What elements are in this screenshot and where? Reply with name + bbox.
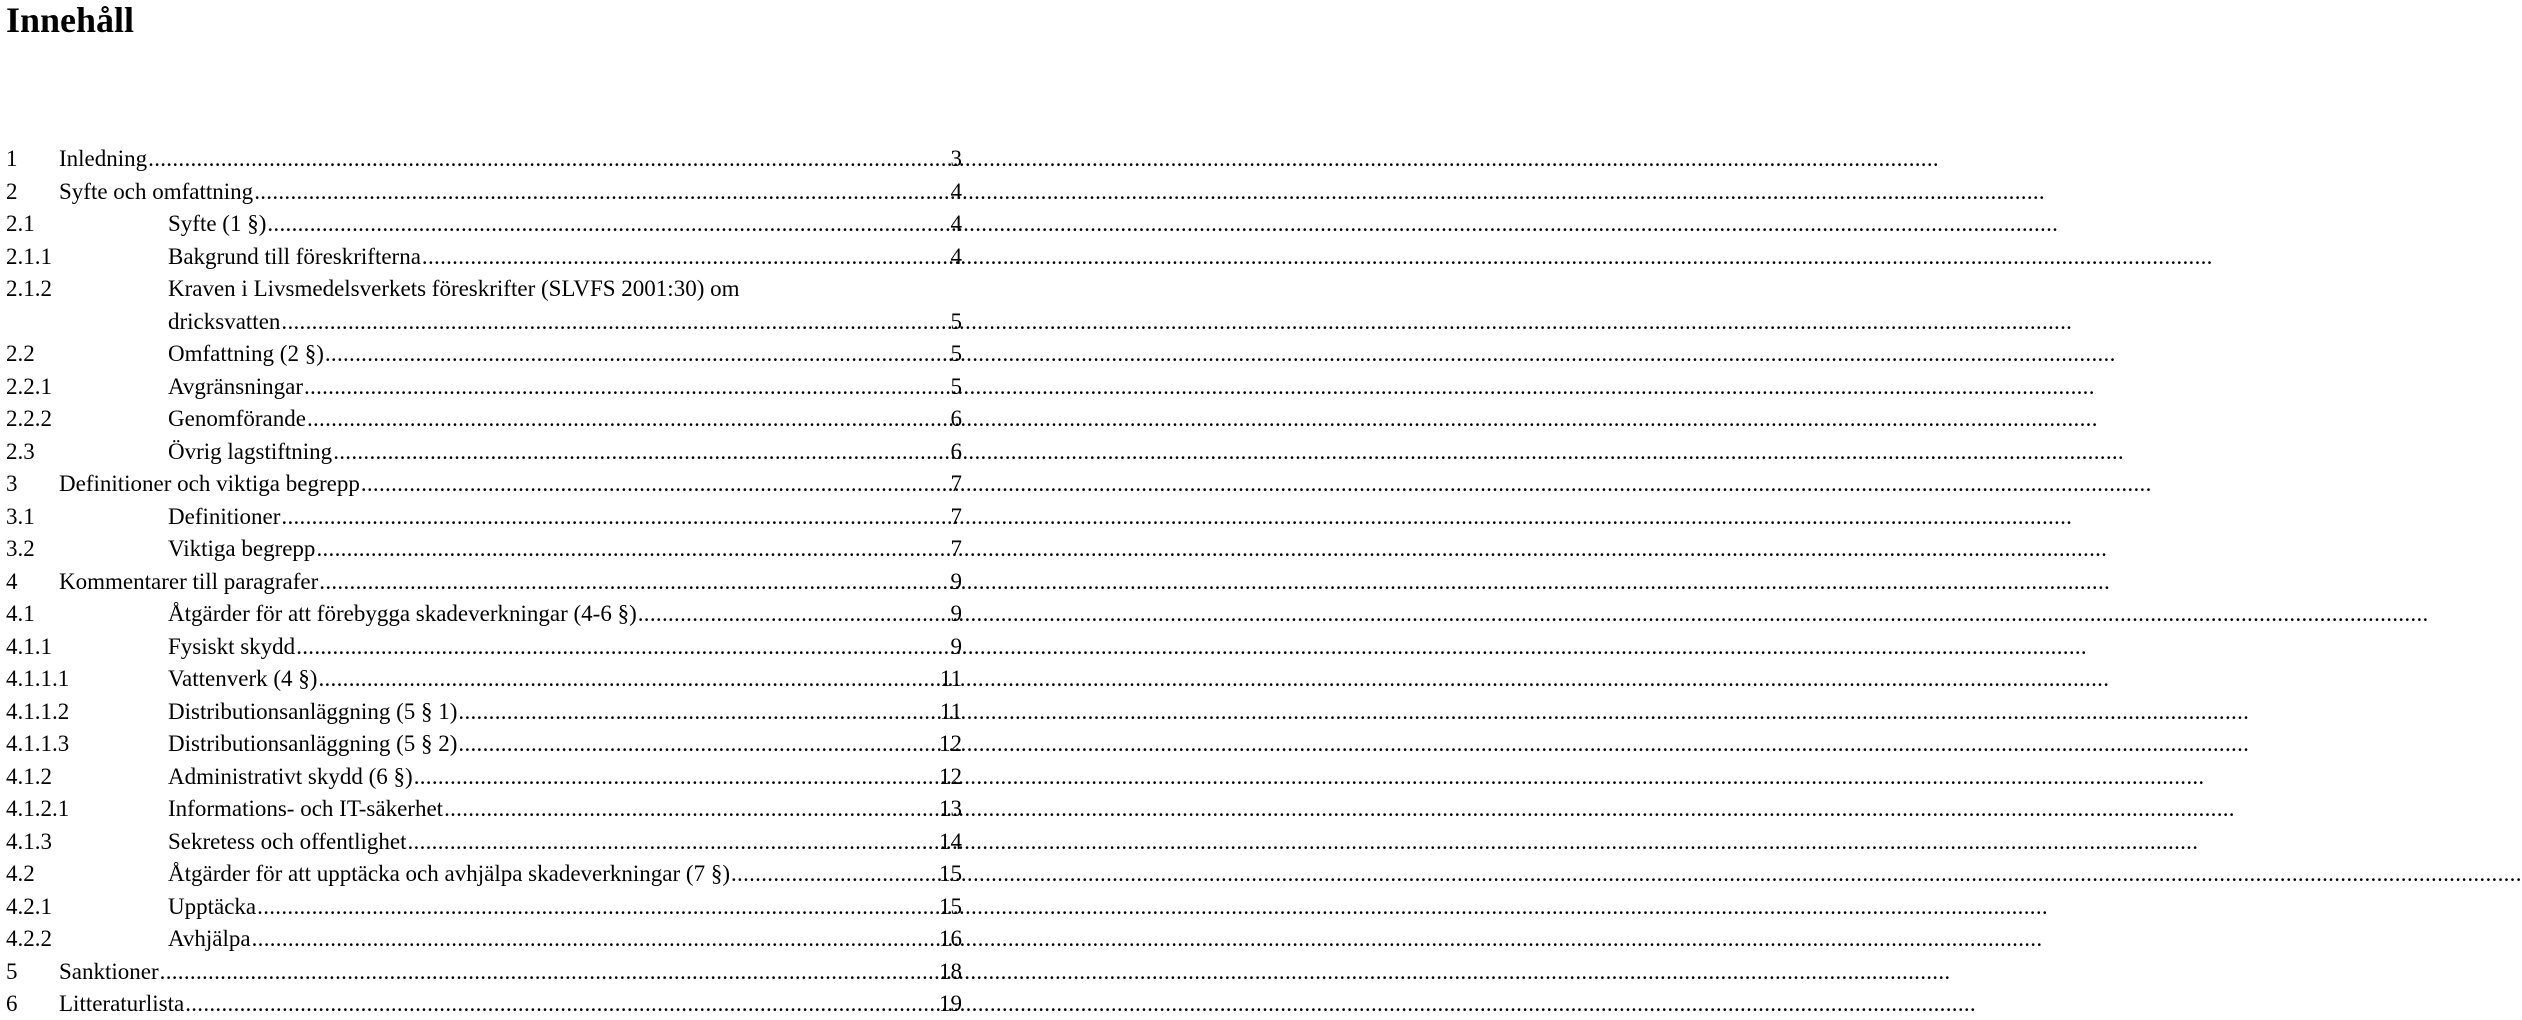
toc-entry-number: 4.1.2.1 bbox=[6, 796, 70, 821]
toc-entry-2[interactable] bbox=[0, 176, 962, 208]
toc-entry-number: 2.2 bbox=[6, 341, 35, 366]
toc-page-number: 6 bbox=[950, 439, 962, 464]
toc-entry-title: Avhjälpa bbox=[168, 926, 251, 951]
toc-entry-title-continued: dricksvatten bbox=[168, 309, 281, 334]
toc-page-number: 15 bbox=[939, 861, 962, 886]
toc-entry-2-1-2[interactable] bbox=[0, 273, 962, 305]
toc-page-number: 12 bbox=[939, 764, 962, 789]
toc-entry-title: Övrig lagstiftning bbox=[168, 439, 333, 464]
toc-entry-number: 3 bbox=[6, 471, 18, 496]
toc-dot-leader bbox=[254, 176, 949, 208]
toc-dot-leader bbox=[361, 468, 950, 500]
toc-entry-number: 4.1.1.3 bbox=[6, 731, 70, 756]
toc-entry-2-3[interactable] bbox=[0, 436, 962, 468]
toc-dot-leader bbox=[185, 988, 938, 1020]
toc-entry-4-1[interactable] bbox=[0, 598, 962, 630]
toc-entry-2-1-1[interactable] bbox=[0, 241, 962, 273]
toc-entry-number: 2.1 bbox=[6, 211, 35, 236]
toc-dot-leader bbox=[252, 923, 938, 955]
toc-dot-leader bbox=[160, 956, 938, 988]
toc-entry-1[interactable] bbox=[0, 143, 962, 175]
toc-entry-number: 4.1.2 bbox=[6, 764, 52, 789]
toc-entry-title: Viktiga begrepp bbox=[168, 536, 316, 561]
toc-entry-title: Bakgrund till föreskrifterna bbox=[168, 244, 421, 269]
toc-entry-title: Definitioner och viktiga begrepp bbox=[59, 471, 360, 496]
toc-entry-4-1-1-2[interactable] bbox=[0, 696, 962, 728]
toc-entry-title: Administrativt skydd (6 §) bbox=[168, 764, 413, 789]
toc-entry-6[interactable] bbox=[0, 988, 962, 1020]
toc-page-number: 9 bbox=[950, 634, 962, 659]
toc-entry-title: Informations- och IT-säkerhet bbox=[168, 796, 444, 821]
toc-page-number: 4 bbox=[950, 179, 962, 204]
toc-entry-number: 4.1.1.1 bbox=[6, 666, 70, 691]
toc-dot-leader bbox=[333, 436, 949, 468]
toc-entry-number: 3.1 bbox=[6, 504, 35, 529]
toc-entry-title: Syfte (1 §) bbox=[168, 211, 267, 236]
toc-dot-leader bbox=[458, 696, 938, 728]
toc-page-number: 5 bbox=[950, 374, 962, 399]
toc-dot-leader bbox=[304, 371, 950, 403]
toc-entry-title: Fysiskt skydd bbox=[168, 634, 296, 659]
toc-entry-4-1-1-3[interactable] bbox=[0, 728, 962, 760]
toc-page-number: 4 bbox=[950, 244, 962, 269]
toc-page-number: 5 bbox=[950, 341, 962, 366]
toc-dot-leader bbox=[318, 663, 938, 695]
toc-dot-leader bbox=[414, 761, 938, 793]
toc-page-number: 11 bbox=[939, 666, 962, 691]
toc-entry-title: Omfattning (2 §) bbox=[168, 341, 324, 366]
toc-entry-4[interactable] bbox=[0, 566, 962, 598]
toc-entry-2-1-2-continued[interactable] bbox=[0, 306, 962, 338]
toc-entry-title: Kraven i Livsmedelsverkets föreskrifter (SLVFS 2001:30) om bbox=[168, 276, 740, 301]
toc-entry-number: 6 bbox=[6, 991, 18, 1016]
toc-entry-number: 2 bbox=[6, 179, 18, 204]
toc-entry-4-1-1-1[interactable] bbox=[0, 663, 962, 695]
toc-dot-leader bbox=[281, 306, 949, 338]
document-page bbox=[0, 0, 960, 1018]
toc-dot-leader bbox=[422, 241, 950, 273]
toc-page-number: 14 bbox=[939, 829, 962, 854]
toc-page-number: 3 bbox=[950, 146, 962, 171]
toc-entry-number: 4.1.1 bbox=[6, 634, 52, 659]
toc-entry-3[interactable] bbox=[0, 468, 962, 500]
toc-page-number: 12 bbox=[939, 731, 962, 756]
toc-entry-number: 4.1 bbox=[6, 601, 35, 626]
toc-page-number: 7 bbox=[950, 471, 962, 496]
toc-dot-leader bbox=[731, 858, 938, 890]
toc-entry-2-2-1[interactable] bbox=[0, 371, 962, 403]
toc-entry-title: Inledning bbox=[59, 146, 148, 171]
toc-entry-number: 3.2 bbox=[6, 536, 35, 561]
toc-entry-3-2[interactable] bbox=[0, 533, 962, 565]
page-title: Innehåll bbox=[6, 0, 135, 40]
toc-entry-4-2-1[interactable] bbox=[0, 891, 962, 923]
toc-dot-leader bbox=[148, 143, 949, 175]
toc-page-number: 7 bbox=[950, 504, 962, 529]
toc-dot-leader bbox=[316, 533, 949, 565]
toc-dot-leader bbox=[267, 208, 949, 240]
toc-entry-title: Åtgärder för att förebygga skadeverkningar (4-6 §) bbox=[168, 601, 637, 626]
toc-page-number: 9 bbox=[950, 601, 962, 626]
toc-page-number: 18 bbox=[939, 959, 962, 984]
toc-entry-4-1-2-1[interactable] bbox=[0, 793, 962, 825]
toc-dot-leader bbox=[319, 566, 949, 598]
toc-page-number: 15 bbox=[939, 894, 962, 919]
toc-entry-title: Genomförande bbox=[168, 406, 306, 431]
toc-entry-2-2-2[interactable] bbox=[0, 403, 962, 435]
toc-page-number: 16 bbox=[939, 926, 962, 951]
toc-entry-title: Åtgärder för att upptäcka och avhjälpa skadeverkningar (7 §) bbox=[168, 861, 730, 886]
toc-entry-number: 5 bbox=[6, 959, 18, 984]
toc-entry-number: 4.2.1 bbox=[6, 894, 52, 919]
toc-entry-2-2[interactable] bbox=[0, 338, 962, 370]
toc-entry-number: 4.1.1.2 bbox=[6, 699, 70, 724]
toc-entry-title: Sekretess och offentlighet bbox=[168, 829, 407, 854]
toc-entry-4-1-2[interactable] bbox=[0, 761, 962, 793]
toc-dot-leader bbox=[444, 793, 938, 825]
toc-page-number: 19 bbox=[939, 991, 962, 1016]
toc-page-number: 5 bbox=[950, 309, 962, 334]
toc-entry-title: Avgränsningar bbox=[168, 374, 303, 399]
toc-entry-5[interactable] bbox=[0, 956, 962, 988]
toc-entry-number: 2.2.2 bbox=[6, 406, 52, 431]
toc-entry-number: 2.1.1 bbox=[6, 244, 52, 269]
toc-entry-number: 4.2.2 bbox=[6, 926, 52, 951]
toc-entry-title: Sanktioner bbox=[59, 959, 159, 984]
toc-dot-leader bbox=[325, 338, 950, 370]
toc-entry-2-1[interactable] bbox=[0, 208, 962, 240]
toc-dot-leader bbox=[296, 631, 949, 663]
toc-entry-number: 4.2 bbox=[6, 861, 35, 886]
toc-page-number: 4 bbox=[950, 211, 962, 236]
toc-entry-number: 2.3 bbox=[6, 439, 35, 464]
toc-entry-title: Distributionsanläggning (5 § 2) bbox=[168, 731, 458, 756]
toc-page-number: 6 bbox=[950, 406, 962, 431]
toc-entry-3-1[interactable] bbox=[0, 501, 962, 533]
toc-dot-leader bbox=[281, 501, 949, 533]
toc-entry-title: Litteraturlista bbox=[59, 991, 185, 1016]
toc-entry-number: 1 bbox=[6, 146, 18, 171]
toc-entry-title: Vattenverk (4 §) bbox=[168, 666, 318, 691]
toc-page-number: 13 bbox=[939, 796, 962, 821]
toc-dot-leader bbox=[638, 598, 950, 630]
toc-dot-leader bbox=[407, 826, 938, 858]
toc-dot-leader bbox=[458, 728, 938, 760]
toc-entry-4-1-3[interactable] bbox=[0, 826, 962, 858]
toc-entry-title: Kommentarer till paragrafer bbox=[59, 569, 319, 594]
table-of-contents bbox=[0, 0, 960, 1018]
toc-entry-title: Upptäcka bbox=[168, 894, 257, 919]
toc-entry-number: 2.2.1 bbox=[6, 374, 52, 399]
toc-entry-title: Distributionsanläggning (5 § 1) bbox=[168, 699, 458, 724]
toc-entry-number: 4.1.3 bbox=[6, 829, 52, 854]
toc-page-number: 9 bbox=[950, 569, 962, 594]
toc-entry-number: 2.1.2 bbox=[6, 276, 52, 301]
toc-entry-4-1-1[interactable] bbox=[0, 631, 962, 663]
toc-entry-number: 4 bbox=[6, 569, 18, 594]
toc-entry-4-2[interactable] bbox=[0, 858, 962, 890]
toc-dot-leader bbox=[257, 891, 938, 923]
toc-page-number: 7 bbox=[950, 536, 962, 561]
toc-entry-4-2-2[interactable] bbox=[0, 923, 962, 955]
toc-dot-leader bbox=[307, 403, 950, 435]
toc-entry-title: Definitioner bbox=[168, 504, 281, 529]
toc-page-number: 11 bbox=[939, 699, 962, 724]
toc-entry-title: Syfte och omfattning bbox=[59, 179, 254, 204]
